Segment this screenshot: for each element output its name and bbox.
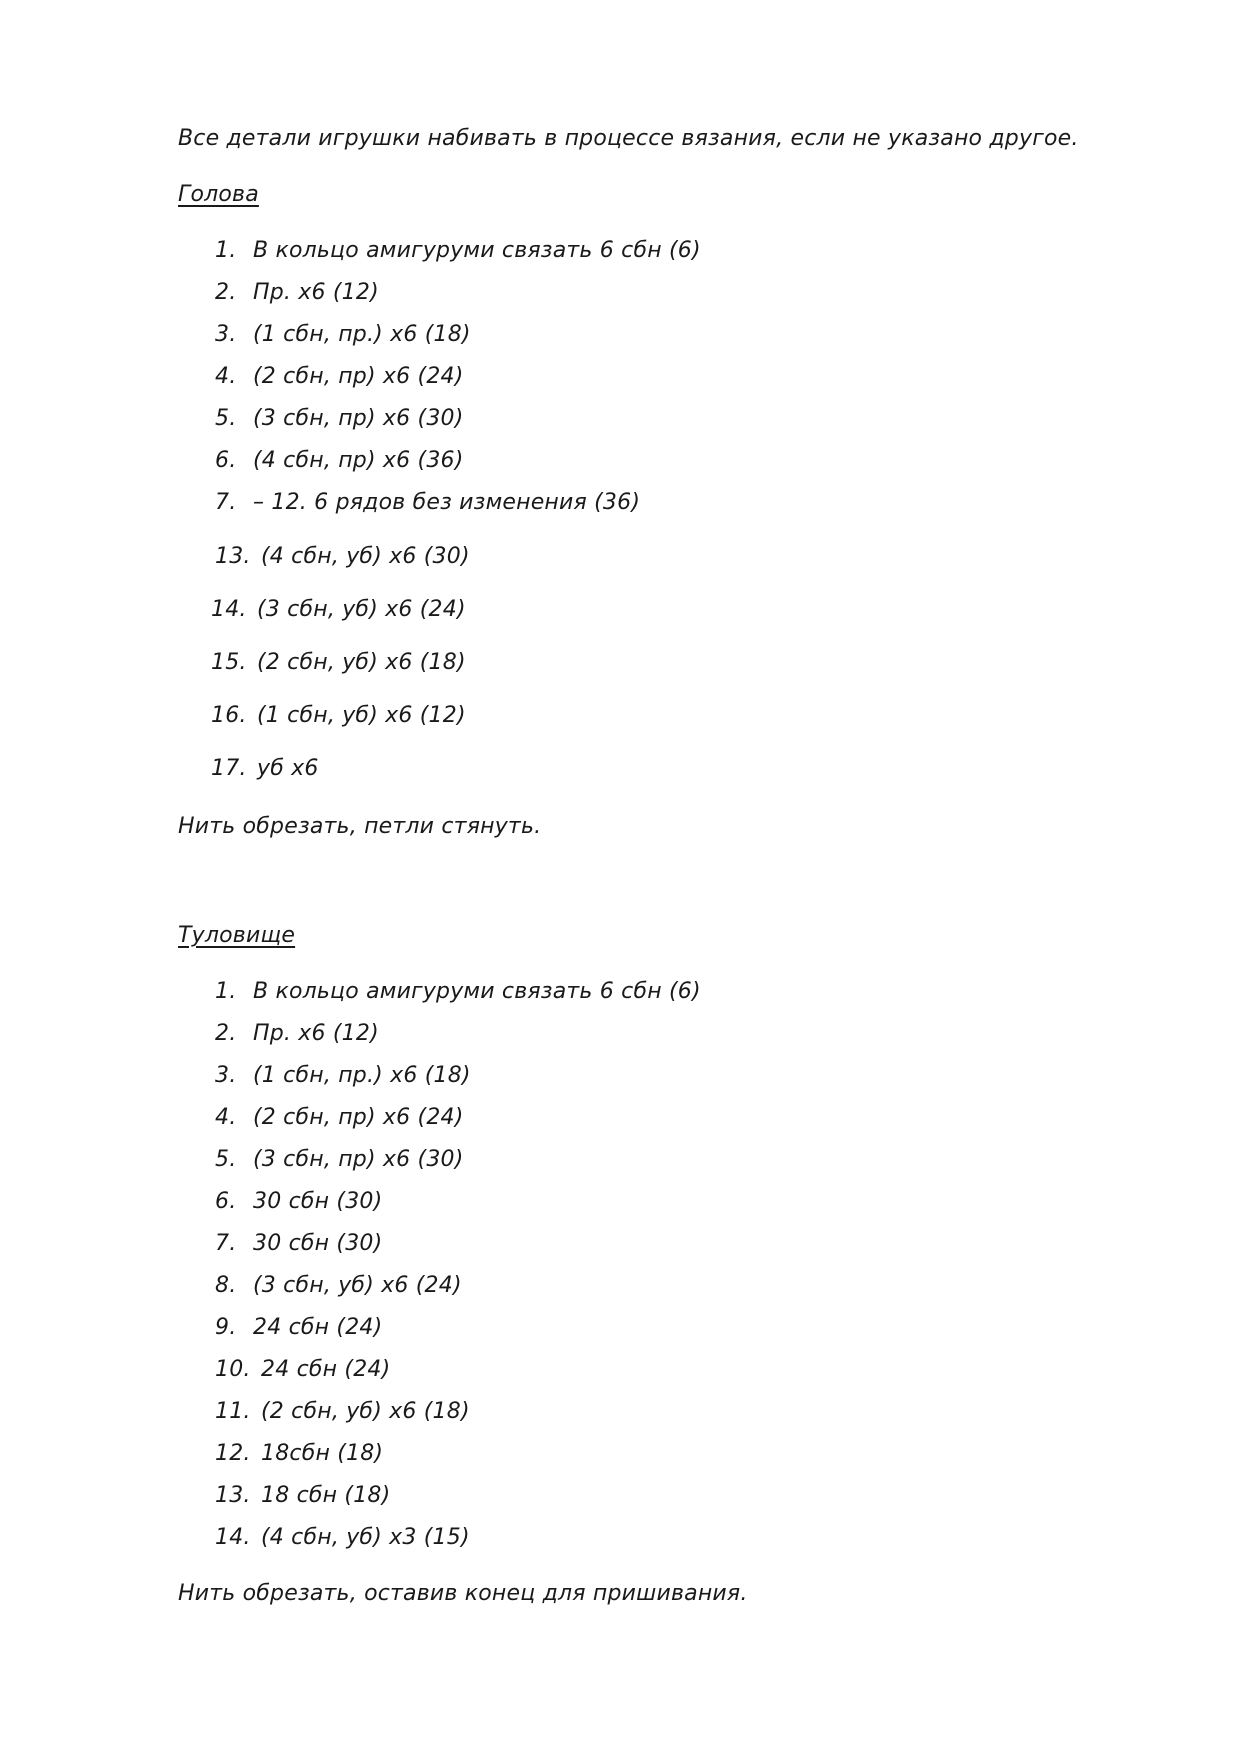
list-item-number: 12. [215, 1441, 251, 1466]
list-item-number: 16. [211, 703, 247, 728]
list-item-text: (4 сбн, уб) х6 (30) [261, 544, 470, 569]
list-item-number: 14. [215, 1525, 251, 1550]
list-item-number: 14. [211, 597, 247, 622]
list-item [215, 1398, 470, 1426]
list-item [211, 702, 466, 730]
body-heading: Туловище [178, 923, 296, 948]
list-item-number: 13. [215, 544, 251, 569]
list-item-text: 18 сбн (18) [261, 1483, 391, 1508]
list-item-number: 8. [215, 1273, 237, 1298]
list-item-number: 15. [211, 650, 247, 675]
list-item [215, 279, 379, 307]
list-item-text: 30 сбн (30) [253, 1231, 383, 1256]
list-item-number: 1. [215, 238, 237, 263]
list-item [215, 1272, 462, 1300]
list-item-text: 18сбн (18) [261, 1441, 384, 1466]
list-item [215, 1104, 464, 1132]
list-item-text: В кольцо амигуруми связать 6 сбн (6) [253, 238, 701, 263]
list-item-text: 30 сбн (30) [253, 1189, 383, 1214]
list-item-number: 7. [215, 1231, 237, 1256]
list-item-text: (1 сбн, пр.) х6 (18) [253, 322, 471, 347]
list-item [215, 405, 464, 433]
head-heading: Голова [178, 182, 259, 207]
head-closing-text: Нить обрезать, петли стянуть. [178, 814, 542, 839]
list-item [215, 1020, 379, 1048]
list-item-text: (4 сбн, пр) х6 (36) [253, 448, 464, 473]
list-item-number: 4. [215, 1105, 237, 1130]
list-item-text: (1 сбн, уб) х6 (12) [257, 703, 466, 728]
list-item-text: (3 сбн, пр) х6 (30) [253, 1147, 464, 1172]
list-item [215, 978, 701, 1006]
list-item [215, 321, 471, 349]
list-item-number: 6. [215, 448, 237, 473]
list-item-text: 24 сбн (24) [261, 1357, 391, 1382]
list-item-text: уб х6 [257, 756, 319, 781]
list-item-number: 4. [215, 364, 237, 389]
list-item-number: 6. [215, 1189, 237, 1214]
list-item [215, 1188, 382, 1216]
list-item [215, 1356, 390, 1384]
list-item-number: 9. [215, 1315, 237, 1340]
list-item-number: 10. [215, 1357, 251, 1382]
list-item-text: (2 сбн, уб) х6 (18) [257, 650, 466, 675]
list-item [215, 363, 464, 391]
list-item-number: 1. [215, 979, 237, 1004]
list-item-number: 11. [215, 1399, 251, 1424]
body-closing-text: Нить обрезать, оставив конец для пришивания. [178, 1581, 748, 1606]
list-item-number: 3. [215, 1063, 237, 1088]
list-item-number: 2. [215, 1021, 237, 1046]
list-item [211, 755, 319, 783]
list-item-number: 5. [215, 1147, 237, 1172]
list-item [215, 489, 640, 517]
list-item [215, 1440, 383, 1468]
list-item-text: Пр. х6 (12) [253, 1021, 379, 1046]
list-item [215, 237, 701, 265]
list-item-text: (2 сбн, пр) х6 (24) [253, 364, 464, 389]
list-item-text: (3 сбн, уб) х6 (24) [253, 1273, 462, 1298]
list-item [215, 543, 470, 571]
list-item-number: 2. [215, 280, 237, 305]
list-item-text: В кольцо амигуруми связать 6 сбн (6) [253, 979, 701, 1004]
list-item-text: (1 сбн, пр.) х6 (18) [253, 1063, 471, 1088]
list-item-text: (3 сбн, уб) х6 (24) [257, 597, 466, 622]
list-item [215, 1146, 464, 1174]
list-item-text: (3 сбн, пр) х6 (30) [253, 406, 464, 431]
list-item-number: 5. [215, 406, 237, 431]
list-item [215, 447, 464, 475]
list-item-number: 17. [211, 756, 247, 781]
list-item [215, 1524, 470, 1552]
list-item-text: (4 сбн, уб) х3 (15) [261, 1525, 470, 1550]
list-item [211, 596, 466, 624]
intro-text: Все детали игрушки набивать в процессе вязания, если не указано другое. [178, 126, 1079, 151]
list-item-text: – 12. 6 рядов без изменения (36) [253, 490, 641, 515]
list-item [215, 1230, 382, 1258]
list-item-text: (2 сбн, уб) х6 (18) [261, 1399, 470, 1424]
list-item-text: 24 сбн (24) [253, 1315, 383, 1340]
list-item-number: 7. [215, 490, 237, 515]
list-item-text: Пр. х6 (12) [253, 280, 379, 305]
list-item [215, 1314, 382, 1342]
list-item-number: 13. [215, 1483, 251, 1508]
list-item [215, 1062, 471, 1090]
list-item [211, 649, 466, 677]
list-item [215, 1482, 390, 1510]
list-item-number: 3. [215, 322, 237, 347]
list-item-text: (2 сбн, пр) х6 (24) [253, 1105, 464, 1130]
